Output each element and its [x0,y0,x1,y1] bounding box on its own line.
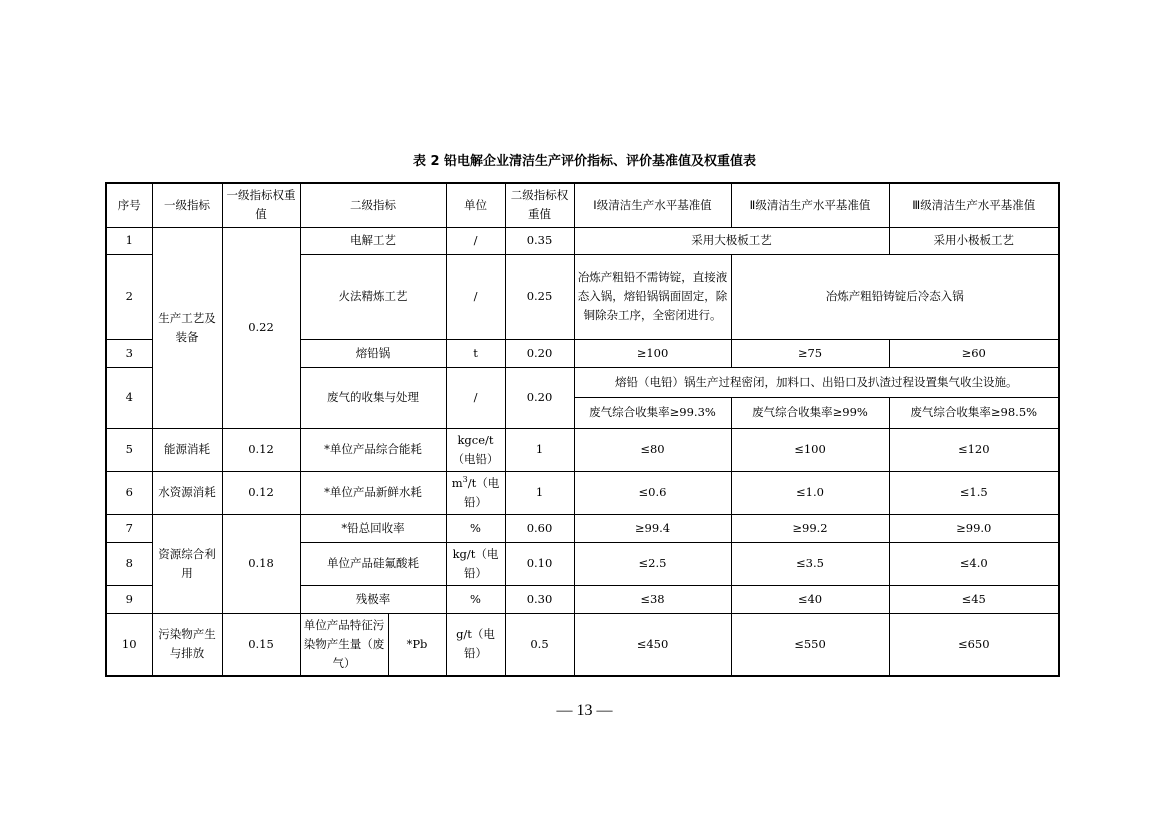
sub-indicator: *Pb [388,613,446,676]
grade1-value: ≤2.5 [574,542,731,585]
unit [446,471,505,514]
grade2-value: ≥99.2 [731,514,889,542]
weight: 1 [505,428,574,471]
group-weight: 0.12 [222,428,300,471]
row-seq: 1 [106,227,152,254]
indicator: *单位产品新鲜水耗 [300,471,446,514]
grade1-value: 冶炼产粗铅不需铸锭，直接液态入锅，熔铅锅锅面固定，除铜除杂工序，全密闭进行。 [574,254,731,339]
header-grade1: Ⅰ级清洁生产水平基准值 [574,183,731,227]
indicator: *铅总回收率 [300,514,446,542]
header-row [106,183,1059,227]
grade3-value: ≤1.5 [889,471,1059,514]
grade1-value: ≥100 [574,339,731,367]
header-grade2: Ⅱ级清洁生产水平基准值 [731,183,889,227]
unit: % [446,514,505,542]
header-level1: 一级指标 [152,183,222,227]
indicator: 残极率 [300,585,446,613]
grade2-value: ≤1.0 [731,471,889,514]
grade2-value: ≤100 [731,428,889,471]
grade3-value: 废气综合收集率≥98.5% [889,397,1059,428]
group-name: 水资源消耗 [152,471,222,514]
unit-superscript: 3 [462,474,468,484]
weight: 0.60 [505,514,574,542]
row-seq: 2 [106,254,152,339]
unit: kgce/t（电铅） [446,428,505,471]
header-level2: 二级指标 [300,183,446,227]
grade2-value: ≤3.5 [731,542,889,585]
weight: 0.30 [505,585,574,613]
grade1-value: ≤450 [574,613,731,676]
row-seq: 9 [106,585,152,613]
table-row [106,471,1059,514]
row-seq: 8 [106,542,152,585]
grade3-value: ≥60 [889,339,1059,367]
group-name: 能源消耗 [152,428,222,471]
row-seq: 5 [106,428,152,471]
table-row [106,428,1059,471]
indicator: 废气的收集与处理 [300,367,446,428]
weight: 0.20 [505,367,574,428]
grade3-value: ≤45 [889,585,1059,613]
grade1-value: ≤80 [574,428,731,471]
unit: g/t（电铅） [446,613,505,676]
grade2-value: 废气综合收集率≥99% [731,397,889,428]
table-row [106,613,1059,676]
group-name: 资源综合利用 [152,514,222,613]
unit: / [446,254,505,339]
unit: % [446,585,505,613]
unit: t [446,339,505,367]
unit: / [446,227,505,254]
grade3-value: ≥99.0 [889,514,1059,542]
group-weight: 0.12 [222,471,300,514]
indicator: 熔铅锅 [300,339,446,367]
grade1-value: 废气综合收集率≥99.3% [574,397,731,428]
group-weight: 0.18 [222,514,300,613]
indicator: *单位产品综合能耗 [300,428,446,471]
grade1-value: ≤0.6 [574,471,731,514]
grade12-value: 采用大极板工艺 [574,227,889,254]
weight: 0.10 [505,542,574,585]
row-seq: 3 [106,339,152,367]
group-name: 污染物产生与排放 [152,613,222,676]
weight: 0.35 [505,227,574,254]
unit: / [446,367,505,428]
header-seq: 序号 [106,183,152,227]
indicator: 电解工艺 [300,227,446,254]
grade1-value: ≥99.4 [574,514,731,542]
evaluation-table [105,182,1060,677]
row-seq: 7 [106,514,152,542]
indicator: 单位产品硅氟酸耗 [300,542,446,585]
row-seq: 4 [106,367,152,428]
grade3-value: ≤120 [889,428,1059,471]
unit-base: m [451,475,463,490]
group-name: 生产工艺及装备 [152,227,222,428]
indicator: 火法精炼工艺 [300,254,446,339]
weight: 0.20 [505,339,574,367]
group-weight: 0.22 [222,227,300,428]
unit: kg/t（电铅） [446,542,505,585]
header-level2-weight: 二级指标权重值 [505,183,574,227]
indicator: 单位产品特征污染物产生量（废气） [300,613,388,676]
group-weight: 0.15 [222,613,300,676]
grade2-value: ≤550 [731,613,889,676]
weight: 0.25 [505,254,574,339]
grade3-value: ≤650 [889,613,1059,676]
grade3-value: 采用小极板工艺 [889,227,1059,254]
table-row [106,514,1059,542]
table-row [106,227,1059,254]
grade3-value: ≤4.0 [889,542,1059,585]
common-requirement: 熔铅（电铅）锅生产过程密闭，加料口、出铅口及扒渣过程设置集气收尘设施。 [574,367,1059,397]
weight: 0.5 [505,613,574,676]
grade23-value: 冶炼产粗铅铸锭后冷态入锅 [731,254,1059,339]
page-number: — 13 — [556,702,613,719]
unit-rest: /t（电铅） [464,475,500,509]
header-grade3: Ⅲ级清洁生产水平基准值 [889,183,1059,227]
row-seq: 10 [106,613,152,676]
table-caption: 表 2 铅电解企业清洁生产评价指标、评价基准值及权重值表 [412,154,757,169]
grade2-value: ≤40 [731,585,889,613]
weight: 1 [505,471,574,514]
header-level1-weight: 一级指标权重值 [222,183,300,227]
header-unit: 单位 [446,183,505,227]
row-seq: 6 [106,471,152,514]
grade1-value: ≤38 [574,585,731,613]
grade2-value: ≥75 [731,339,889,367]
